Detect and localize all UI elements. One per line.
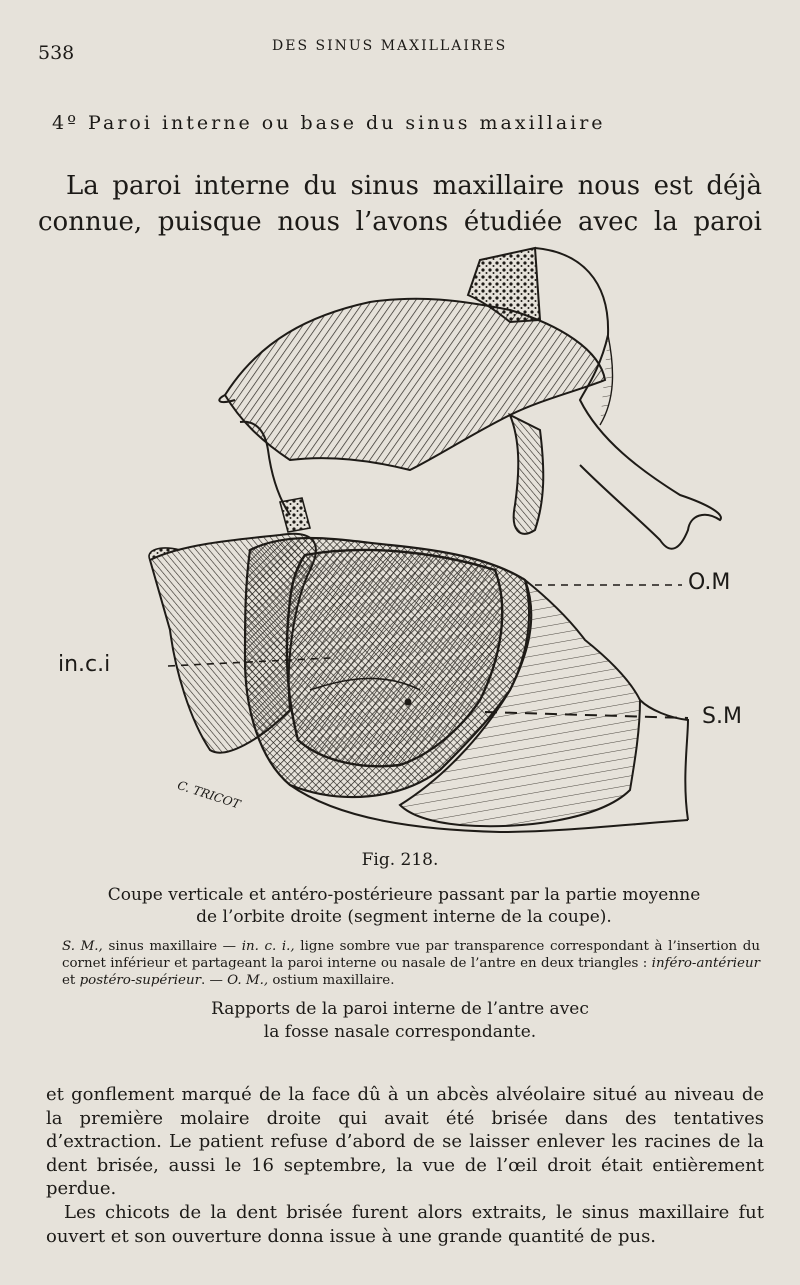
figure-number: Fig. 218. <box>361 850 439 870</box>
page-number: 538 <box>38 42 75 64</box>
legend-inci-text: ligne sombre vue par transparence correspondant à l’insertion du cornet inférieur et partageant la paroi interne ou nasale de l’antre en deux triangles : <box>62 939 760 971</box>
intro-line-2: connue, puisque nous l’avons étudiée avec la paroi <box>38 207 762 237</box>
legend-and: et <box>62 973 80 988</box>
figure-caption-line-2: de l’orbite droite (segment interne de la coupe). <box>196 907 612 927</box>
legend-om-abbr: O. M., <box>227 973 269 988</box>
legend-dash: . — <box>201 973 228 988</box>
label-cornet-inferieur: in.c.i <box>58 652 111 677</box>
figure-subtitle <box>150 998 650 1044</box>
figure-subtitle-line-1: Rapports de la paroi interne de l’antre avec <box>211 999 589 1019</box>
intro-paragraph <box>38 168 762 240</box>
engraver-signature: C. TRICOT <box>175 778 242 812</box>
body-paragraph-2: Les chicots de la dent brisée furent alors extraits, le sinus maxillaire fut ouvert et son ouverture donna issue à une grande quantité de pus. <box>46 1201 764 1247</box>
label-ostium-maxillaire: O.M <box>688 570 731 595</box>
legend-sm-text: sinus maxillaire — <box>102 939 242 954</box>
figure-caption-line-1: Coupe verticale et antéro-postérieure passant par la partie moyenne <box>107 885 701 905</box>
figure-218-illustration <box>40 240 780 850</box>
body-paragraph-1: et gonflement marqué de la face dû à un abcès alvéolaire situé au niveau de la première molaire droite qui avait été brisée dans des tentatives d’extraction. Le patient refuse d’abord de se laisser enlever les racines de la dent brisée, aussi le 16 septembre, la vue de l’œil droit était entièrement perdue. <box>46 1084 764 1200</box>
legend-inci-abbr: in. c. i., <box>241 939 295 954</box>
intro-line-1: La paroi interne du sinus maxillaire nous est déjà <box>66 171 762 201</box>
legend-triangle-1: inféro-antérieur <box>651 956 760 971</box>
legend-sm-abbr: S. M., <box>62 939 103 954</box>
legend-triangle-2: postéro-supérieur <box>79 973 201 988</box>
maxillary-sinus-engraving <box>40 240 780 850</box>
section-heading: 4º Paroi interne ou base du sinus maxillaire <box>52 112 606 134</box>
figure-subtitle-line-2: la fosse nasale correspondante. <box>263 1022 537 1042</box>
figure-caption <box>56 884 752 928</box>
label-sinus-maxillaire: S.M <box>702 704 742 729</box>
legend-om-text: ostium maxillaire. <box>268 973 395 988</box>
figure-legend-text <box>40 938 760 989</box>
running-title: DES SINUS MAXILLAIRES <box>272 38 508 54</box>
body-text <box>46 1083 764 1248</box>
figure-legend <box>40 938 760 989</box>
